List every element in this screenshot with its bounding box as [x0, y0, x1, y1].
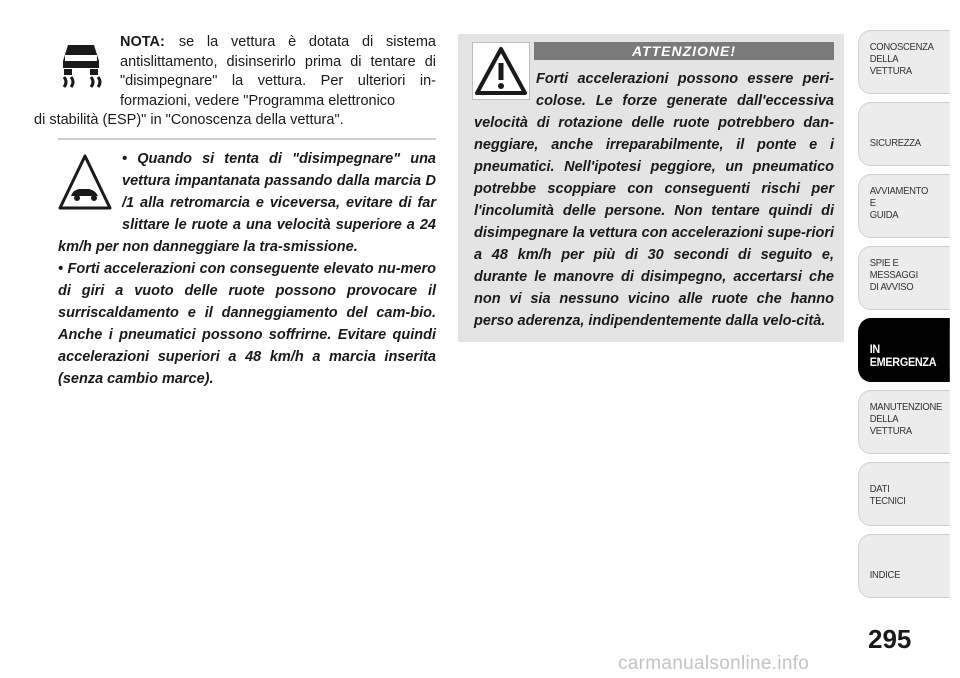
tab-avviamento[interactable]: AVVIAMENTO E GUIDA [858, 174, 950, 238]
attention-text [474, 68, 834, 332]
nota-body-text: se la vettura è dotata di sistema antislittamento, disinserirlo prima di tentare di "disimpegnare" la vettura. Per ulteriori in-formazioni, vedere "Programma elettronico [120, 34, 436, 109]
warning-car-icon [58, 152, 112, 212]
traction-control-icon [58, 41, 104, 89]
attention-text-content: Forti accelerazioni possono essere peri-colose. Le forze generate dall'eccessiva velocità di rotazione delle ruote potrebbero dan-neggiare, anche irreparabilmente, il ponte e i pneumatici. Nell'ipotesi peggiore, un pneumatico potrebbe scoppiare con conseguenti rischi per l'incolumità delle persone. Non tentare quindi di disimpegnare la vettura con accelerazioni supe-riori a 48 km/h per più di 30 secondi di seguito e, durante le manovre di disimpegno, accertarsi che non vi sia nessuno vicino alle ruote che hanno perso aderenza, indipendentemente dalla velo-cità. [474, 71, 834, 329]
nota-title: NOTA: [120, 34, 165, 50]
nota-block [34, 33, 436, 128]
nota-text [120, 33, 436, 111]
nota-tail: di stabilità (ESP)" in "Conoscenza della vettura". [34, 112, 344, 128]
divider [58, 138, 436, 140]
tab-manutenzione[interactable]: MANUTENZIONE DELLA VETTURA [858, 390, 950, 454]
tab-dati-tecnici[interactable]: DATI TECNICI [858, 462, 950, 526]
bullet-1: • Quando si tenta di "disimpegnare" una vettura impantanata passando dalla marcia D /1 alla retromarcia e viceversa, evitare di far slittare le ruote a una velocità superiore a 24 km/h per non danneggiare la tra-smissione. [58, 151, 436, 255]
watermark: carmanualsonline.info [618, 653, 810, 674]
page-number: 295 [868, 624, 912, 654]
tab-spie[interactable]: SPIE E MESSAGGI DI AVVISO [858, 246, 950, 310]
attention-header: ATTENZIONE! [534, 42, 834, 60]
bullet-2: • Forti accelerazioni con conseguente elevato nu-mero di giri a vuoto delle ruote possono provocare il surriscaldamento e il danneggiamento del cam-bio. Anche i pneumatici possono soffrirne. Evitare quindi accelerazioni superiori a 48 km/h a marcia inserita (senza cambio marce). [58, 261, 436, 387]
left-warning-block [58, 148, 436, 390]
tab-sicurezza[interactable]: SICUREZZA [858, 102, 950, 166]
tab-conoscenza[interactable]: CONOSCENZA DELLA VETTURA [858, 30, 950, 94]
tab-emergenza[interactable]: IN EMERGENZA [858, 318, 950, 382]
attention-box [458, 34, 844, 342]
tab-indice[interactable]: INDICE [858, 534, 950, 598]
